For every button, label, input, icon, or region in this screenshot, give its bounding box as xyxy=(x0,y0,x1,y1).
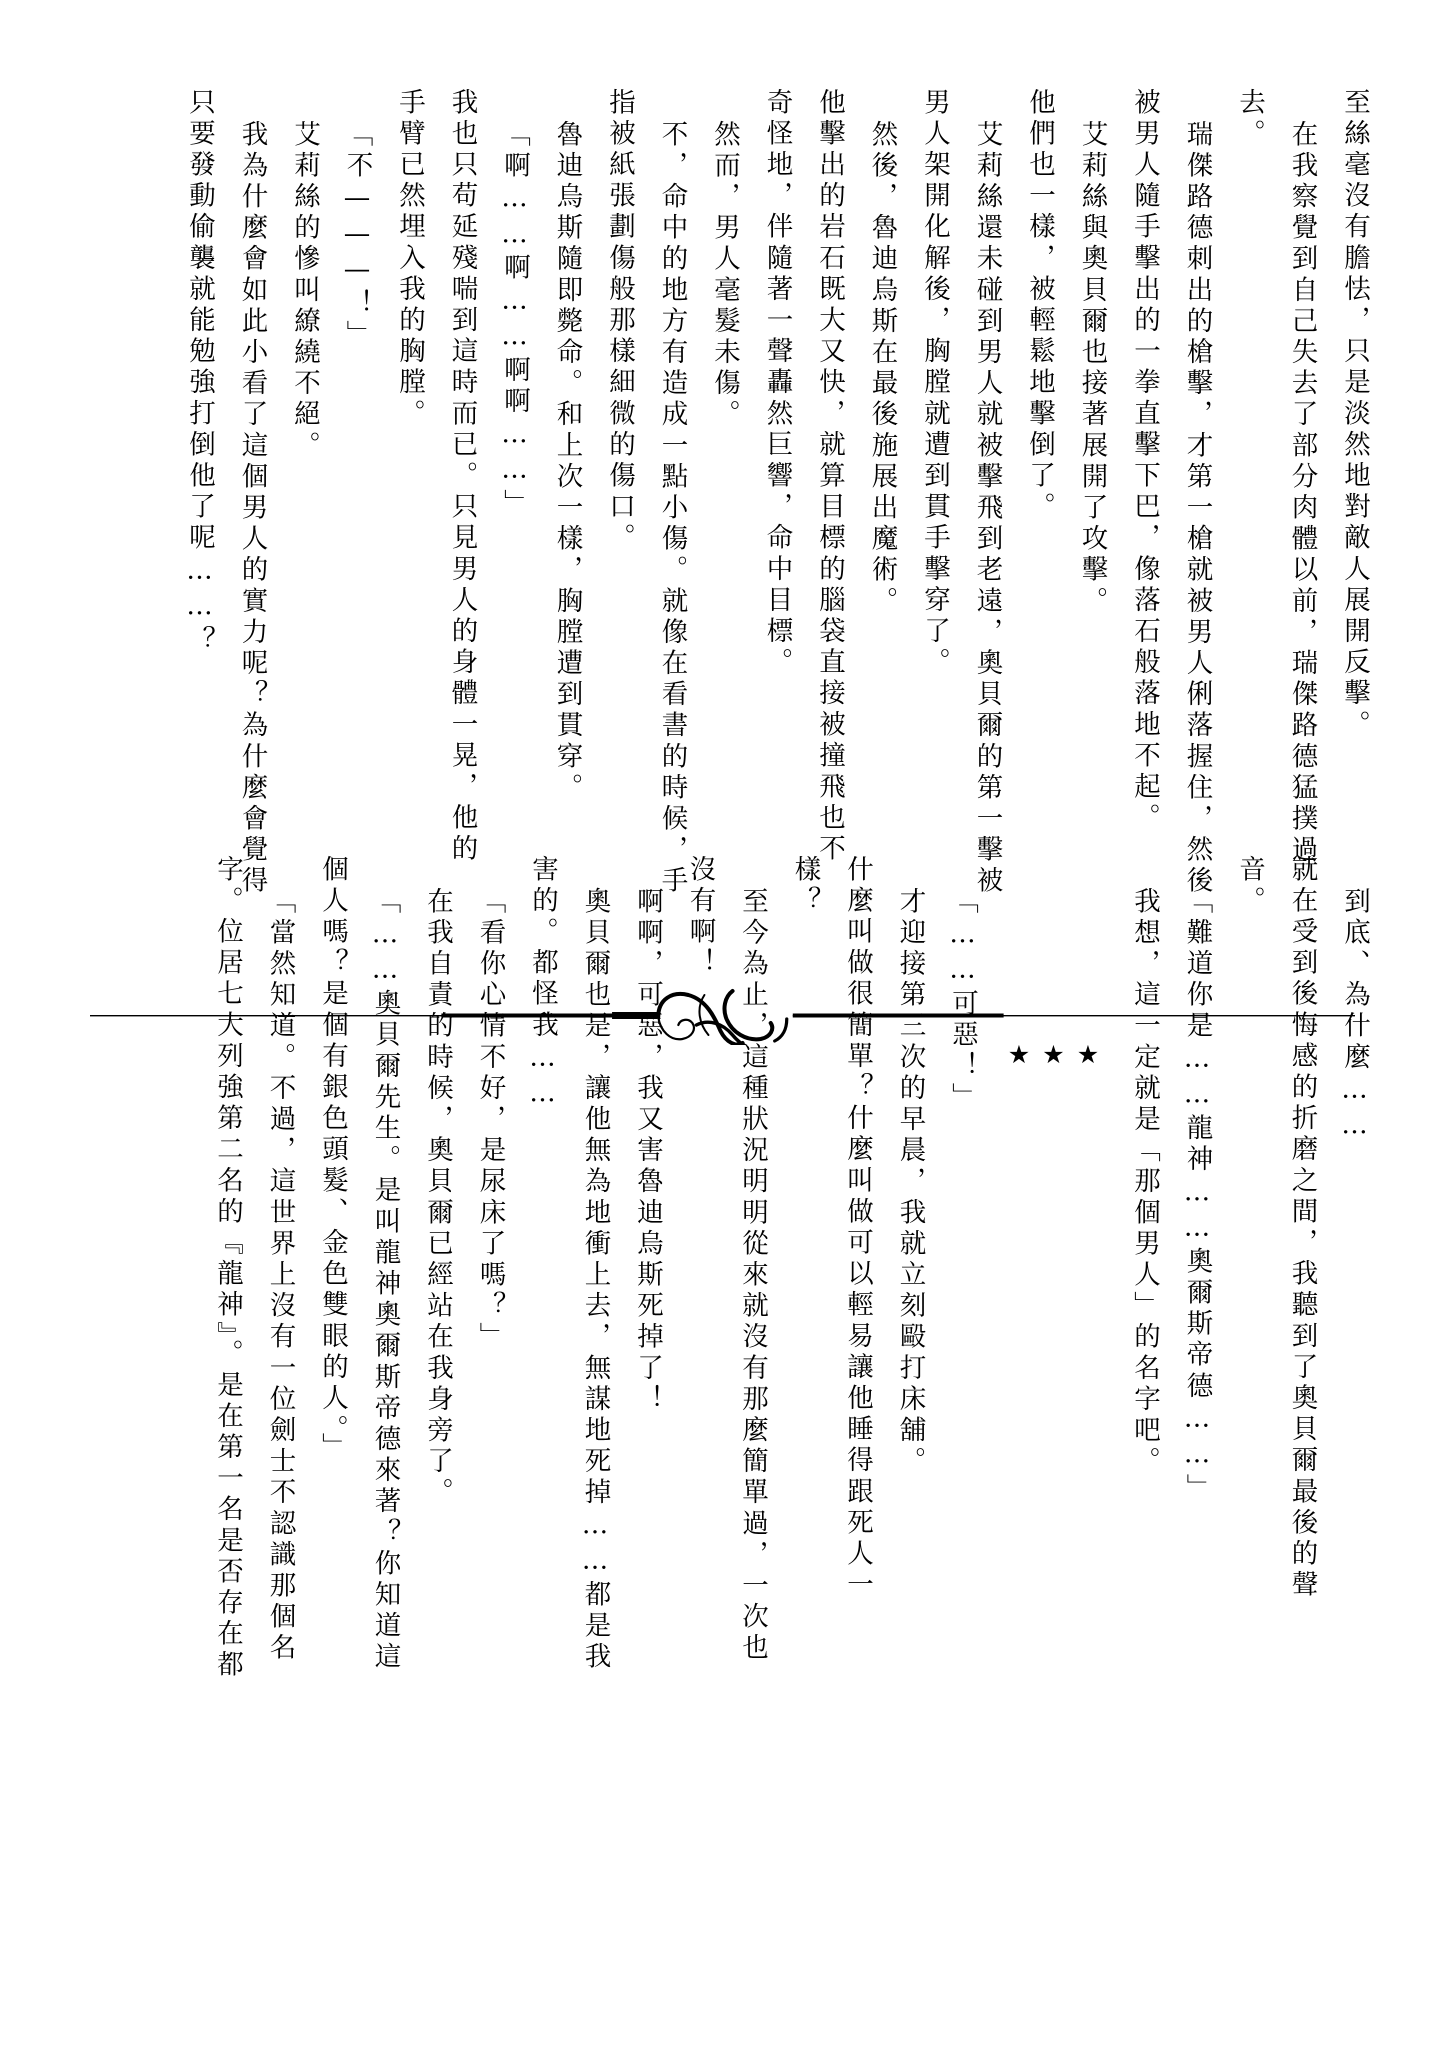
text-column: 艾莉絲還未碰到男人就被擊飛到老遠，奧貝爾的第一擊被 xyxy=(971,120,1003,898)
text-column: 手臂已然埋入我的胸膛。 xyxy=(394,88,425,431)
text-column: 艾莉絲的慘叫繚繞不絕。 xyxy=(289,120,320,463)
text-column: 只要發動偷襲就能勉強打倒他了呢……？ xyxy=(184,88,215,657)
text-column: 沒有啊！ xyxy=(684,855,716,980)
text-column: 啊啊，可惡，我又害魯迪烏斯死掉了！ xyxy=(632,887,663,1416)
text-column: 我為什麼會如此小看了這個男人的實力呢？為什麼會覺得 xyxy=(236,120,268,898)
text-column: 音。 xyxy=(1234,855,1265,918)
text-column: 至絲毫沒有膽怯，只是淡然地對敵人展開反擊。 xyxy=(1339,88,1370,742)
text-column: 被男人隨手擊出的一拳直擊下巴，像落石般落地不起。 xyxy=(1129,88,1160,835)
text-column: 「不———！」 xyxy=(341,120,373,352)
text-column: 然而，男人毫髮未傷。 xyxy=(709,120,740,431)
text-column: 男人架開化解後，胸膛就遭到貫手擊穿了。 xyxy=(919,88,950,679)
top-text-section xyxy=(160,88,1370,898)
text-column: 「當然知道。不過，這世界上沒有一位劍士不認識那個名 xyxy=(264,887,296,1665)
text-column: 「看你心情不好，是尿床了嗎？」 xyxy=(474,887,506,1354)
text-column: 去。 xyxy=(1234,88,1265,151)
text-column: 指被紙張劃傷般那樣細微的傷口。 xyxy=(604,88,635,555)
text-column: 艾莉絲與奧貝爾也接著展開了攻擊。 xyxy=(1076,120,1108,618)
text-column: 奇怪地，伴隨著一聲轟然巨響，命中目標。 xyxy=(761,88,793,679)
text-column: 「……可惡！」 xyxy=(947,887,978,1114)
text-column: 然後，魯迪烏斯在最後施展出魔術。 xyxy=(866,120,898,618)
text-column: 瑞傑路德刺出的槍擊，才第一槍就被男人俐落握住，然後 xyxy=(1181,120,1213,898)
text-column: 在我察覺到自己失去了部分肉體以前，瑞傑路德猛撲過 xyxy=(1286,120,1318,867)
text-column: 到底、為什麼…… xyxy=(1339,887,1370,1145)
text-column: 才迎接第三次的早晨，我就立刻毆打床舖。 xyxy=(894,887,926,1478)
text-column: 奧貝爾也是，讓他無為地衝上去，無謀地死掉……都是我 xyxy=(579,887,611,1674)
bottom-text-section xyxy=(188,855,1370,1682)
text-column: 我也只苟延殘喘到這時而已。只見男人的身體一晃，他的 xyxy=(446,88,478,866)
scene-break-stars: ★ ★ ★ xyxy=(1004,1040,1103,1081)
text-column: 樣？ xyxy=(789,855,821,918)
text-column: 什麼叫做很簡單？什麼叫做可以輕易讓他睡得跟死人一 xyxy=(842,855,873,1602)
text-column: 「……奧貝爾先生。是叫龍神奧爾斯帝德來著？你知道這 xyxy=(369,887,401,1674)
text-column: 他擊出的岩石既大又快，就算目標的腦袋直接被撞飛也不 xyxy=(814,88,845,866)
text-column: 他們也一樣，被輕鬆地擊倒了。 xyxy=(1024,88,1055,524)
text-column: 害的。都怪我…… xyxy=(527,855,558,1113)
text-column: 「啊……啊……啊啊……」 xyxy=(499,120,530,521)
text-column: 我想，這一定就是「那個男人」的名字吧。 xyxy=(1129,887,1160,1478)
text-column: 字。位居七大列強第二名的『龍神』。是在第一名是否存在都 xyxy=(212,855,243,1682)
text-column: 至今為止，這種狀況明明從來就沒有那麼簡單過，一次也 xyxy=(737,887,768,1665)
text-column: 「難道你是……龍神……奧爾斯帝德……」 xyxy=(1181,887,1213,1505)
text-column: 個人嗎？是個有銀色頭髮、金色雙眼的人。」 xyxy=(317,855,348,1464)
text-column: 在我自責的時候，奧貝爾已經站在我身旁了。 xyxy=(422,887,453,1509)
text-column: 不，命中的地方有造成一點小傷。就像在看書的時候，手 xyxy=(656,120,688,898)
text-column: 魯迪烏斯隨即斃命。和上次一樣，胸膛遭到貫穿。 xyxy=(551,120,583,805)
text-column: 就在受到後悔感的折磨之間，我聽到了奧貝爾最後的聲 xyxy=(1286,855,1318,1602)
